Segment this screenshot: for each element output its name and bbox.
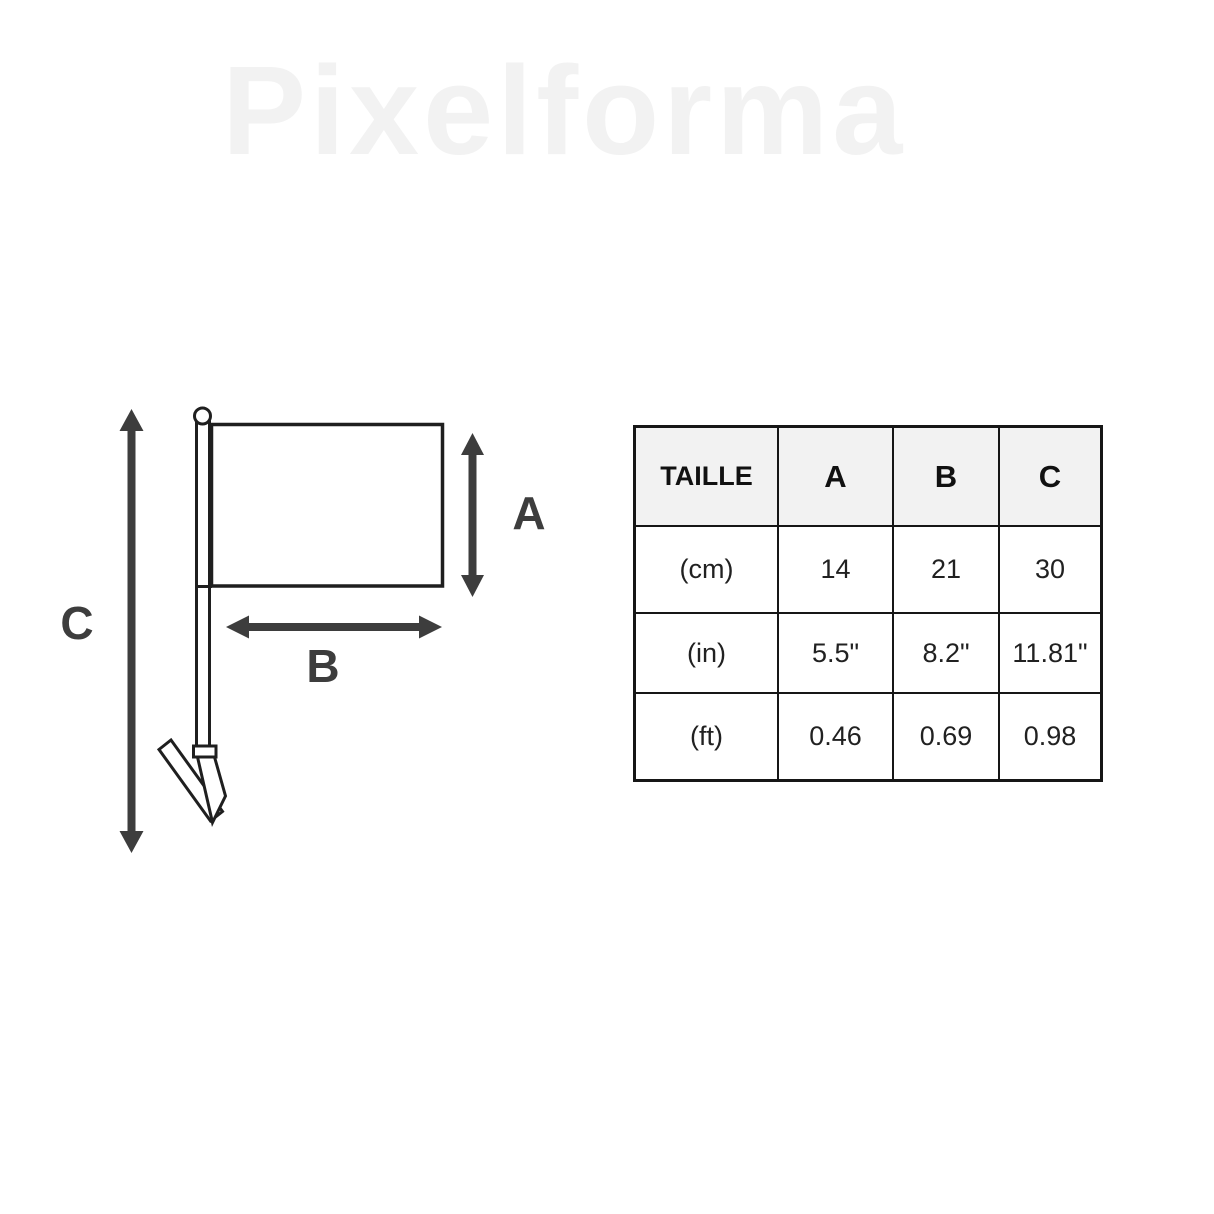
table-header-b: B xyxy=(894,428,998,525)
table-row-cm-unit: (cm) xyxy=(636,527,777,612)
watermark-text: Pixelforma xyxy=(222,40,907,181)
flag-rectangle xyxy=(212,425,443,587)
table-row-ft-c: 0.98 xyxy=(1000,694,1100,779)
dimension-arrow-c xyxy=(120,409,144,853)
dimension-label-a: A xyxy=(512,487,546,539)
table-row-in-b: 8.2" xyxy=(894,614,998,692)
table-header-taille: TAILLE xyxy=(636,428,777,525)
dimension-label-b: B xyxy=(306,640,340,692)
table-row-ft-unit: (ft) xyxy=(636,694,777,779)
pole-ball-top xyxy=(195,408,211,424)
table-header-a: A xyxy=(779,428,892,525)
dimension-arrow-b xyxy=(226,616,442,639)
size-table xyxy=(633,425,1103,782)
table-row-in-unit: (in) xyxy=(636,614,777,692)
table-row-ft-b: 0.69 xyxy=(894,694,998,779)
table-row-cm-a: 14 xyxy=(779,527,892,612)
flag-pole xyxy=(195,408,213,747)
dimension-arrow-a xyxy=(461,433,484,597)
table-row-cm-c: 30 xyxy=(1000,527,1100,612)
clip-collar xyxy=(194,746,217,757)
dimension-label-c: C xyxy=(60,597,94,649)
table-row-ft-a: 0.46 xyxy=(779,694,892,779)
table-header-c: C xyxy=(1000,428,1100,525)
window-clip xyxy=(159,740,226,823)
table-row-in-c: 11.81" xyxy=(1000,614,1100,692)
table-row-in-a: 5.5" xyxy=(779,614,892,692)
table-row-cm-b: 21 xyxy=(894,527,998,612)
